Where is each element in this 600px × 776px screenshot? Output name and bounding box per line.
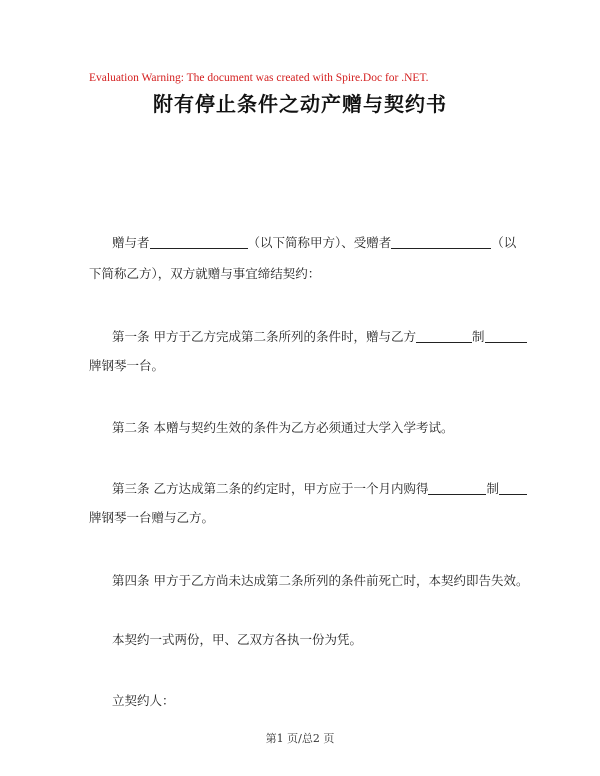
article-3-line-2: 牌钢琴一台赠与乙方。 <box>89 510 215 525</box>
evaluation-warning: Evaluation Warning: The document was created with Spire.Doc for .NET. <box>89 72 429 84</box>
article-1-line-2: 牌钢琴一台。 <box>89 358 165 373</box>
signers-label: 立契约人： <box>112 693 175 708</box>
article-1-text-1: 第一条 甲方于乙方完成第二条所列的条件时，赠与乙方 <box>112 329 416 344</box>
intro-text-2: （以下简称甲方）、受赠者 <box>247 235 392 250</box>
donee-blank <box>391 236 491 249</box>
article-3-blank-1 <box>428 482 486 495</box>
article-3-text-2: 制 <box>486 481 499 496</box>
intro-line-1 <box>112 233 516 251</box>
intro-text-1: 赠与者 <box>112 235 150 250</box>
intro-text-3: （以 <box>491 235 517 250</box>
article-4: 第四条 甲方于乙方尚未达成第二条所列的条件前死亡时，本契约即告失效。 <box>112 573 529 588</box>
article-1-text-2: 制 <box>471 329 485 344</box>
article-1-line-1 <box>112 327 527 345</box>
article-3-line-1 <box>112 479 527 497</box>
document-title: 附有停止条件之动产赠与契约书 <box>153 92 447 116</box>
intro-line-2: 下简称乙方），双方就赠与事宜缔结契约： <box>89 266 321 281</box>
article-1-blank-2 <box>485 330 527 343</box>
donor-blank <box>150 236 248 249</box>
article-2: 第二条 本赠与契约生效的条件为乙方必须通过大学入学考试。 <box>112 420 454 435</box>
article-3-text-1: 第三条 乙方达成第二条的约定时，甲方应于一个月内购得 <box>112 481 429 496</box>
article-1-blank-1 <box>416 330 472 343</box>
article-3-blank-2 <box>499 482 527 495</box>
page-number: 第1 页/总2 页 <box>265 732 335 745</box>
copies-clause: 本契约一式两份，甲、乙双方各执一份为凭。 <box>112 632 363 647</box>
